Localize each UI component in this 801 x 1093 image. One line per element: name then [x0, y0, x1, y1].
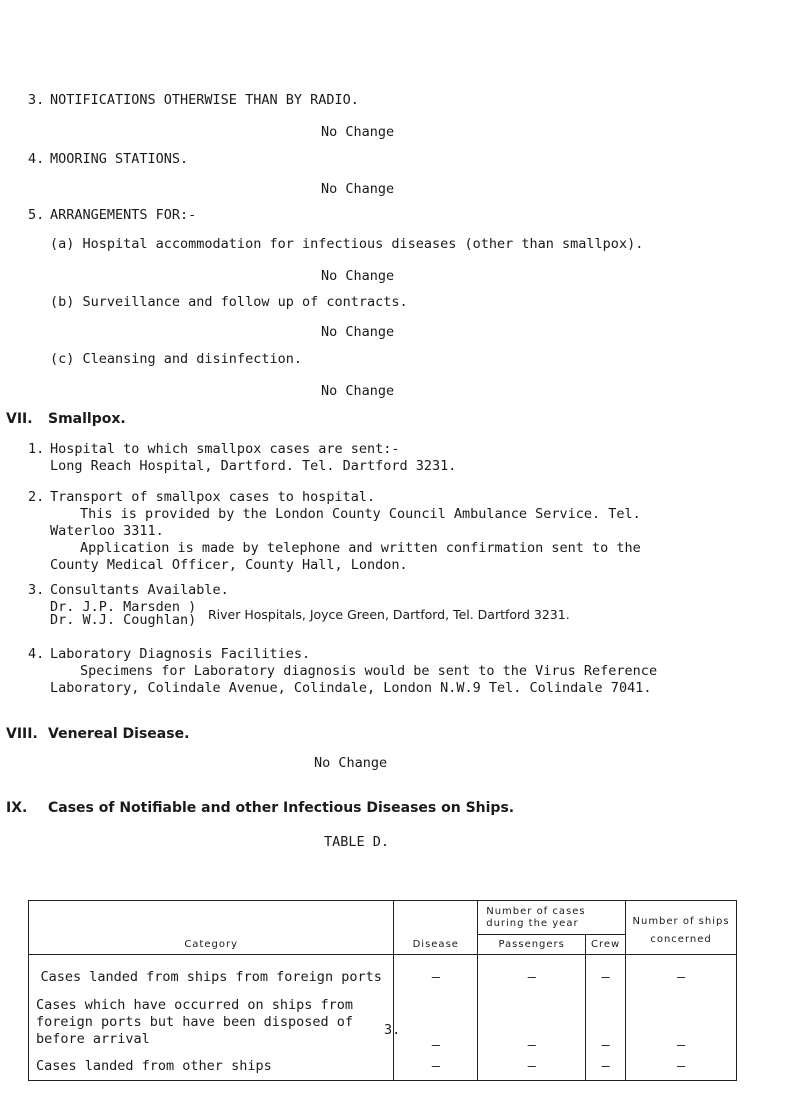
section-numeral: VIII.	[6, 726, 38, 742]
smallpox-item-4	[28, 646, 657, 697]
arrangement-b-status: No Change	[321, 324, 395, 340]
item-text: Application is made by telephone and written confirmation sent to the	[80, 540, 641, 556]
header-cases-group	[478, 901, 626, 935]
item-text: Laboratory, Colindale Avenue, Colindale, London N.W.9 Tel. Colindale 7041.	[50, 680, 652, 696]
section-8-heading	[6, 726, 189, 742]
section-7-heading	[6, 411, 126, 427]
cell-ships: —	[626, 991, 737, 1053]
cell-passengers: —	[478, 991, 586, 1053]
cell-crew: —	[586, 1053, 626, 1081]
arrangement-a-status: No Change	[321, 268, 395, 284]
header-category: Category	[29, 901, 394, 955]
section-numeral: IX.	[6, 800, 28, 816]
item-4-status: No Change	[321, 181, 395, 197]
table-row	[29, 955, 737, 991]
header-text: Number of ships	[632, 915, 730, 927]
cell-disease: —	[394, 1053, 478, 1081]
item-number: 2.	[28, 489, 45, 505]
item-text: Consultants Available.	[50, 582, 229, 598]
table-caption: TABLE D.	[324, 834, 390, 850]
cell-category: Cases landed from other ships	[29, 1053, 394, 1081]
arrangement-c: (c) Cleansing and disinfection.	[50, 351, 302, 367]
item-number: 5.	[28, 207, 45, 223]
cell-passengers: —	[478, 955, 586, 991]
item-text: This is provided by the London County Council Ambulance Service. Tel.	[80, 506, 641, 522]
item-4-heading	[28, 151, 188, 167]
cell-ships: —	[626, 1053, 737, 1081]
cell-ships: —	[626, 955, 737, 991]
cell-text: foreign ports but have been disposed of	[36, 1013, 353, 1030]
item-number: 1.	[28, 441, 45, 457]
item-number: 4.	[28, 646, 45, 662]
consultant-location: River Hospitals, Joyce Green, Dartford, Tel. Dartford 3231.	[208, 607, 570, 622]
cell-text: before arrival	[36, 1030, 150, 1047]
section-8-status: No Change	[314, 755, 388, 771]
header-passengers: Passengers	[478, 935, 586, 955]
consultant-name: Dr. W.J. Coughlan)	[50, 612, 197, 628]
cell-passengers: —	[478, 1053, 586, 1081]
header-crew: Crew	[586, 935, 626, 955]
item-text: Hospital to which smallpox cases are sent:-	[50, 441, 400, 457]
header-text: Number of cases	[486, 905, 586, 917]
smallpox-item-3	[28, 582, 229, 599]
smallpox-item-2	[28, 489, 641, 574]
section-title: Venereal Disease.	[48, 726, 190, 742]
item-5-heading	[28, 207, 196, 223]
item-3-status: No Change	[321, 124, 395, 140]
ships-diseases-table	[28, 900, 737, 1081]
item-heading: MOORING STATIONS.	[50, 151, 189, 167]
table-row	[29, 991, 737, 1053]
cell-disease: —	[394, 955, 478, 991]
cell-text: Cases which have occurred on ships from	[36, 996, 353, 1013]
item-text: County Medical Officer, County Hall, London.	[50, 557, 408, 573]
item-text: Waterloo 3311.	[50, 523, 164, 539]
smallpox-item-1	[28, 441, 456, 475]
item-text: Specimens for Laboratory diagnosis would be sent to the Virus Reference	[80, 663, 658, 679]
header-text: during the year	[486, 917, 579, 929]
item-text: Laboratory Diagnosis Facilities.	[50, 646, 311, 662]
consultant-names	[50, 601, 196, 627]
item-number: 4.	[28, 151, 45, 167]
arrangement-b: (b) Surveillance and follow up of contracts.	[50, 294, 408, 310]
item-heading: NOTIFICATIONS OTHERWISE THAN BY RADIO.	[50, 92, 359, 108]
cell-disease: —	[394, 991, 478, 1053]
cell-category	[29, 991, 394, 1053]
cell-crew: —	[586, 991, 626, 1053]
item-3-heading	[28, 92, 359, 108]
arrangement-a: (a) Hospital accommodation for infectious diseases (other than smallpox).	[50, 236, 644, 252]
header-disease: Disease	[394, 901, 478, 955]
item-number: 3.	[28, 92, 45, 108]
section-numeral: VII.	[6, 411, 33, 427]
item-heading: ARRANGEMENTS FOR:-	[50, 207, 197, 223]
section-title: Smallpox.	[48, 411, 126, 427]
item-text: Transport of smallpox cases to hospital.	[50, 489, 376, 505]
cell-crew: —	[586, 955, 626, 991]
section-title: Cases of Notifiable and other Infectious Diseases on Ships.	[48, 800, 515, 816]
table-row	[29, 1053, 737, 1081]
arrangement-c-status: No Change	[321, 383, 395, 399]
header-text: concerned	[650, 933, 712, 945]
cell-category: Cases landed from ships from foreign ports	[29, 955, 394, 991]
consultant-name: Dr. J.P. Marsden )	[50, 599, 197, 615]
item-number: 3.	[28, 582, 45, 598]
page-number: 3.	[384, 1022, 401, 1038]
section-9-heading	[6, 800, 514, 816]
header-ships	[626, 901, 737, 955]
item-text: Long Reach Hospital, Dartford. Tel. Dartford 3231.	[50, 458, 457, 474]
